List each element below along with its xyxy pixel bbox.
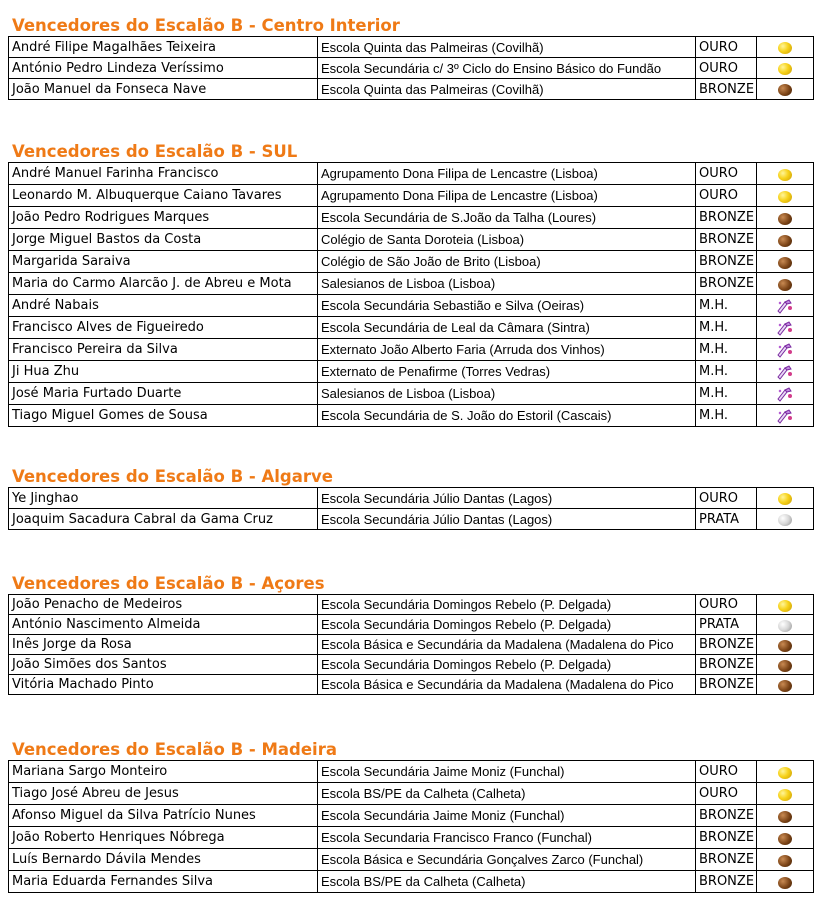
medal-icon-cell — [757, 871, 814, 893]
bronze-medal-icon — [778, 279, 792, 291]
section-centro-interior — [8, 16, 811, 100]
gold-medal-icon — [778, 169, 792, 181]
table-row — [9, 185, 814, 207]
winner-name: João Penacho de Medeiros — [9, 595, 318, 615]
table-row — [9, 273, 814, 295]
medal-icon-cell — [757, 37, 814, 58]
bronze-medal-icon — [778, 833, 792, 845]
school-name: Externato João Alberto Faria (Arruda dos Vinhos) — [318, 339, 696, 361]
section-madeira — [8, 740, 811, 893]
winner-name: Ye Jinghao — [9, 488, 318, 509]
table-row — [9, 229, 814, 251]
school-name: Escola Secundária Jaime Moniz (Funchal) — [318, 761, 696, 783]
school-name: Escola BS/PE da Calheta (Calheta) — [318, 783, 696, 805]
bronze-medal-icon — [778, 877, 792, 889]
section-title: Vencedores do Escalão B - Algarve — [12, 467, 333, 486]
section-title: Vencedores do Escalão B - Açores — [12, 574, 325, 593]
school-name: Escola Secundária Jaime Moniz (Funchal) — [318, 805, 696, 827]
honorable-mention-icon — [775, 364, 795, 380]
medal-label: BRONZE — [696, 849, 757, 871]
medal-icon-cell — [757, 849, 814, 871]
table-row — [9, 251, 814, 273]
winner-name: João Roberto Henriques Nóbrega — [9, 827, 318, 849]
bronze-medal-icon — [778, 855, 792, 867]
section-title: Vencedores do Escalão B - SUL — [12, 142, 298, 161]
winner-name: Leonardo M. Albuquerque Caiano Tavares — [9, 185, 318, 207]
school-name: Escola Quinta das Palmeiras (Covilhã) — [318, 79, 696, 100]
school-name: Escola Secundária de S. João do Estoril (Cascais) — [318, 405, 696, 427]
medal-label: M.H. — [696, 317, 757, 339]
winners-table — [8, 760, 814, 893]
winner-name: António Pedro Lindeza Veríssimo — [9, 58, 318, 79]
section-sul — [8, 142, 811, 427]
gold-medal-icon — [778, 63, 792, 75]
table-row — [9, 37, 814, 58]
section-algarve — [8, 467, 811, 530]
honorable-mention-icon — [775, 386, 795, 402]
medal-icon-cell — [757, 655, 814, 675]
table-row — [9, 383, 814, 405]
medal-label: OURO — [696, 163, 757, 185]
winner-name: Vitória Machado Pinto — [9, 675, 318, 695]
table-row — [9, 207, 814, 229]
medal-icon-cell — [757, 79, 814, 100]
table-row — [9, 783, 814, 805]
winner-name: Ji Hua Zhu — [9, 361, 318, 383]
medal-label: OURO — [696, 488, 757, 509]
medal-icon-cell — [757, 361, 814, 383]
table-row — [9, 805, 814, 827]
medal-label: M.H. — [696, 405, 757, 427]
honorable-mention-icon — [775, 342, 795, 358]
gold-medal-icon — [778, 767, 792, 779]
winner-name: Inês Jorge da Rosa — [9, 635, 318, 655]
medal-icon-cell — [757, 405, 814, 427]
medal-label: M.H. — [696, 361, 757, 383]
school-name: Escola Básica e Secundária da Madalena (Madalena do Pico — [318, 675, 696, 695]
medal-icon-cell — [757, 317, 814, 339]
winner-name: Francisco Pereira da Silva — [9, 339, 318, 361]
medal-label: BRONZE — [696, 79, 757, 100]
medal-icon-cell — [757, 635, 814, 655]
medal-label: BRONZE — [696, 675, 757, 695]
winner-name: André Manuel Farinha Francisco — [9, 163, 318, 185]
medal-label: BRONZE — [696, 827, 757, 849]
winner-name: António Nascimento Almeida — [9, 615, 318, 635]
table-row — [9, 849, 814, 871]
honorable-mention-icon — [775, 320, 795, 336]
bronze-medal-icon — [778, 213, 792, 225]
winner-name: Maria Eduarda Fernandes Silva — [9, 871, 318, 893]
school-name: Escola Secundária de Leal da Câmara (Sintra) — [318, 317, 696, 339]
medal-icon-cell — [757, 595, 814, 615]
winners-table — [8, 487, 814, 530]
medal-label: M.H. — [696, 295, 757, 317]
medal-label: OURO — [696, 783, 757, 805]
medal-icon-cell — [757, 251, 814, 273]
medal-label: BRONZE — [696, 251, 757, 273]
medal-icon-cell — [757, 761, 814, 783]
school-name: Escola BS/PE da Calheta (Calheta) — [318, 871, 696, 893]
bronze-medal-icon — [778, 811, 792, 823]
school-name: Salesianos de Lisboa (Lisboa) — [318, 383, 696, 405]
medal-icon-cell — [757, 805, 814, 827]
school-name: Agrupamento Dona Filipa de Lencastre (Lisboa) — [318, 185, 696, 207]
bronze-medal-icon — [778, 257, 792, 269]
medal-label: OURO — [696, 58, 757, 79]
medal-label: OURO — [696, 595, 757, 615]
winner-name: João Manuel da Fonseca Nave — [9, 79, 318, 100]
school-name: Escola Secundária c/ 3º Ciclo do Ensino Básico do Fundão — [318, 58, 696, 79]
table-row — [9, 405, 814, 427]
school-name: Escola Secundária Sebastião e Silva (Oeiras) — [318, 295, 696, 317]
table-row — [9, 317, 814, 339]
medal-icon-cell — [757, 207, 814, 229]
medal-label: BRONZE — [696, 871, 757, 893]
medal-icon-cell — [757, 675, 814, 695]
winner-name: Tiago José Abreu de Jesus — [9, 783, 318, 805]
bronze-medal-icon — [778, 235, 792, 247]
bronze-medal-icon — [778, 680, 792, 692]
honorable-mention-icon — [775, 408, 795, 424]
medal-icon-cell — [757, 339, 814, 361]
medal-label: BRONZE — [696, 635, 757, 655]
silver-medal-icon — [778, 514, 792, 526]
school-name: Escola Secundária Domingos Rebelo (P. Delgada) — [318, 615, 696, 635]
table-row — [9, 295, 814, 317]
medal-label: BRONZE — [696, 655, 757, 675]
winner-name: Margarida Saraiva — [9, 251, 318, 273]
section-title: Vencedores do Escalão B - Madeira — [12, 740, 337, 759]
table-row — [9, 509, 814, 530]
table-row — [9, 361, 814, 383]
bronze-medal-icon — [778, 84, 792, 96]
medal-icon-cell — [757, 383, 814, 405]
gold-medal-icon — [778, 42, 792, 54]
medal-label: PRATA — [696, 615, 757, 635]
medal-icon-cell — [757, 163, 814, 185]
winner-name: André Filipe Magalhães Teixeira — [9, 37, 318, 58]
winner-name: Mariana Sargo Monteiro — [9, 761, 318, 783]
bronze-medal-icon — [778, 660, 792, 672]
winners-table — [8, 162, 814, 427]
table-row — [9, 339, 814, 361]
winner-name: Tiago Miguel Gomes de Sousa — [9, 405, 318, 427]
medal-label: OURO — [696, 37, 757, 58]
table-row — [9, 163, 814, 185]
school-name: Escola Básica e Secundária Gonçalves Zarco (Funchal) — [318, 849, 696, 871]
table-row — [9, 595, 814, 615]
honorable-mention-icon — [775, 298, 795, 314]
medal-label: BRONZE — [696, 207, 757, 229]
winners-table — [8, 594, 814, 695]
medal-icon-cell — [757, 58, 814, 79]
table-row — [9, 58, 814, 79]
table-row — [9, 79, 814, 100]
table-row — [9, 871, 814, 893]
gold-medal-icon — [778, 493, 792, 505]
school-name: Escola Secundaria Francisco Franco (Funchal) — [318, 827, 696, 849]
medal-icon-cell — [757, 229, 814, 251]
medal-label: PRATA — [696, 509, 757, 530]
medal-label: M.H. — [696, 383, 757, 405]
medal-label: BRONZE — [696, 229, 757, 251]
table-row — [9, 827, 814, 849]
table-row — [9, 488, 814, 509]
winner-name: João Pedro Rodrigues Marques — [9, 207, 318, 229]
bronze-medal-icon — [778, 640, 792, 652]
school-name: Externato de Penafirme (Torres Vedras) — [318, 361, 696, 383]
gold-medal-icon — [778, 789, 792, 801]
medal-label: OURO — [696, 185, 757, 207]
school-name: Escola Quinta das Palmeiras (Covilhã) — [318, 37, 696, 58]
school-name: Escola Secundária Júlio Dantas (Lagos) — [318, 488, 696, 509]
gold-medal-icon — [778, 600, 792, 612]
medal-icon-cell — [757, 509, 814, 530]
school-name: Agrupamento Dona Filipa de Lencastre (Lisboa) — [318, 163, 696, 185]
medal-icon-cell — [757, 615, 814, 635]
school-name: Salesianos de Lisboa (Lisboa) — [318, 273, 696, 295]
school-name: Escola Secundária Domingos Rebelo (P. Delgada) — [318, 655, 696, 675]
winner-name: Luís Bernardo Dávila Mendes — [9, 849, 318, 871]
school-name: Escola Secundária Domingos Rebelo (P. Delgada) — [318, 595, 696, 615]
winner-name: José Maria Furtado Duarte — [9, 383, 318, 405]
gold-medal-icon — [778, 191, 792, 203]
winner-name: Francisco Alves de Figueiredo — [9, 317, 318, 339]
school-name: Escola Secundária Júlio Dantas (Lagos) — [318, 509, 696, 530]
section-title: Vencedores do Escalão B - Centro Interior — [12, 16, 400, 35]
winners-table — [8, 36, 814, 100]
medal-icon-cell — [757, 827, 814, 849]
medal-icon-cell — [757, 488, 814, 509]
school-name: Colégio de São João de Brito (Lisboa) — [318, 251, 696, 273]
winner-name: Maria do Carmo Alarcão J. de Abreu e Mota — [9, 273, 318, 295]
medal-label: BRONZE — [696, 805, 757, 827]
school-name: Escola Básica e Secundária da Madalena (Madalena do Pico — [318, 635, 696, 655]
medal-icon-cell — [757, 273, 814, 295]
medal-label: BRONZE — [696, 273, 757, 295]
winner-name: André Nabais — [9, 295, 318, 317]
winner-name: João Simões dos Santos — [9, 655, 318, 675]
medal-icon-cell — [757, 783, 814, 805]
table-row — [9, 635, 814, 655]
medal-label: OURO — [696, 761, 757, 783]
school-name: Escola Secundária de S.João da Talha (Loures) — [318, 207, 696, 229]
medal-label: M.H. — [696, 339, 757, 361]
section-acores — [8, 574, 811, 695]
winner-name: Jorge Miguel Bastos da Costa — [9, 229, 318, 251]
silver-medal-icon — [778, 620, 792, 632]
table-row — [9, 761, 814, 783]
medal-icon-cell — [757, 295, 814, 317]
table-row — [9, 615, 814, 635]
table-row — [9, 675, 814, 695]
school-name: Colégio de Santa Doroteia (Lisboa) — [318, 229, 696, 251]
winner-name: Afonso Miguel da Silva Patrício Nunes — [9, 805, 318, 827]
winner-name: Joaquim Sacadura Cabral da Gama Cruz — [9, 509, 318, 530]
medal-icon-cell — [757, 185, 814, 207]
table-row — [9, 655, 814, 675]
